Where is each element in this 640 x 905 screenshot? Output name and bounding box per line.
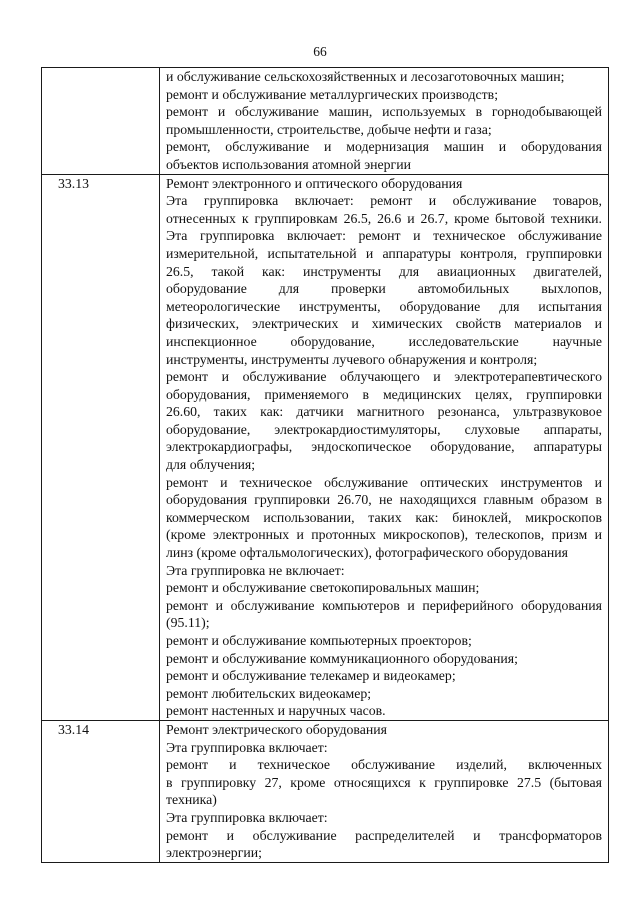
description-line: техника) [166,792,217,808]
description-line: Эта группировка включает: ремонт и техническое обслуживание [166,228,602,244]
description-line: электрокардиографы, эндоскопическое оборудование, аппаратуры [166,439,602,455]
description-line: ремонт и обслуживание коммуникационного оборудования; [166,650,518,666]
description-line: отнесенных к группировкам 26.5, 26.6 и 26.7, кроме бытовой техники. [166,210,602,226]
description-line: электроэнергии; [166,845,262,861]
page-number: 66 [313,44,327,59]
description-line: ремонт и техническое обслуживание изделий, включенных [166,757,602,773]
description-line: линз (кроме офтальмологических), фотографического оборудования [166,545,568,561]
description-line: метеорологические инструменты, оборудование для испытания [166,298,602,314]
description-line: ремонт и техническое обслуживание оптических инструментов и [166,474,602,490]
code-cell [42,68,160,175]
description-line: 26.5, такой как: инструменты для авиационных двигателей, [166,263,602,279]
description-line: инспекционное оборудование, исследовательские научные [166,333,602,349]
description-line: для облучения; [166,457,256,473]
description-line: инструменты, инструменты лучевого обнаружения и контроля; [166,351,538,367]
classification-table [41,67,609,863]
description-line: Ремонт электрического оборудования [166,721,387,737]
description-line: Ремонт электронного и оптического оборудования [166,175,463,191]
description-line: ремонт и обслуживание светокопировальных машин; [166,580,480,596]
description-line: Эта группировка включает: [166,809,328,825]
description-line: ремонт и обслуживание компьютеров и периферийного оборудования [166,597,602,613]
description-line: 26.60, таких как: датчики магнитного резонанса, ультразвуковое [166,404,602,420]
description-cell [160,174,609,720]
code-cell: 33.13 [42,174,160,720]
description-line: Эта группировка включает: [166,739,328,755]
description-line: ремонт любительских видеокамер; [166,685,372,701]
description-line: физических, электрических и химических свойств материалов и [166,316,602,332]
description-line: ремонт, обслуживание и модернизация машин и оборудования [166,139,602,155]
description-line: (кроме электронных и протонных микроскопов), телескопов, призм и [166,527,602,543]
description-cell [160,720,609,862]
description-line: в группировку 27, кроме относящихся к группировке 27.5 (бытовая [166,774,602,790]
description-line: ремонт и обслуживание облучающего и электротерапевтического [166,369,602,385]
table-row [42,720,609,862]
description-line: оборудование для проверки автомобильных выхлопов, [166,281,602,297]
description-line: ремонт и обслуживание компьютерных проекторов; [166,633,472,648]
description-line: оборудование, электрокардиостимуляторы, слуховые аппараты, [166,421,602,437]
description-line: ремонт и обслуживание машин, используемых в горнодобывающей [166,104,602,120]
description-line: промышленности, строительстве, добыче нефти и газа; [166,121,492,137]
description-line: ремонт и обслуживание телекамер и видеокамер; [166,668,456,684]
table-row [42,174,609,720]
description-line: ремонт и обслуживание металлургических производств; [166,86,499,102]
description-cell [160,68,609,175]
description-line: Эта группировка включает: ремонт и обслуживание товаров, [166,193,602,209]
description-line: (95.11); [166,615,210,631]
table-body [42,68,609,863]
code-cell: 33.14 [42,720,160,862]
description-line: оборудования, применяемого в медицинских целях, группировки [166,386,602,402]
description-line: ремонт и обслуживание распределителей и трансформаторов [166,827,602,843]
description-line: измерительной, испытательной и аппаратуры контроля, группировки [166,245,602,261]
description-line: коммерческом использовании, таких как: биноклей, микроскопов [166,509,602,525]
description-line: и обслуживание сельскохозяйственных и лесозаготовочных машин; [166,69,565,84]
description-line: оборудования группировки 26.70, не находящихся главным образом в [166,492,602,508]
description-line: объектов использования атомной энергии [166,156,411,172]
table-row [42,68,609,175]
description-line: ремонт настенных и наручных часов. [166,703,386,719]
description-line: Эта группировка не включает: [166,562,345,578]
